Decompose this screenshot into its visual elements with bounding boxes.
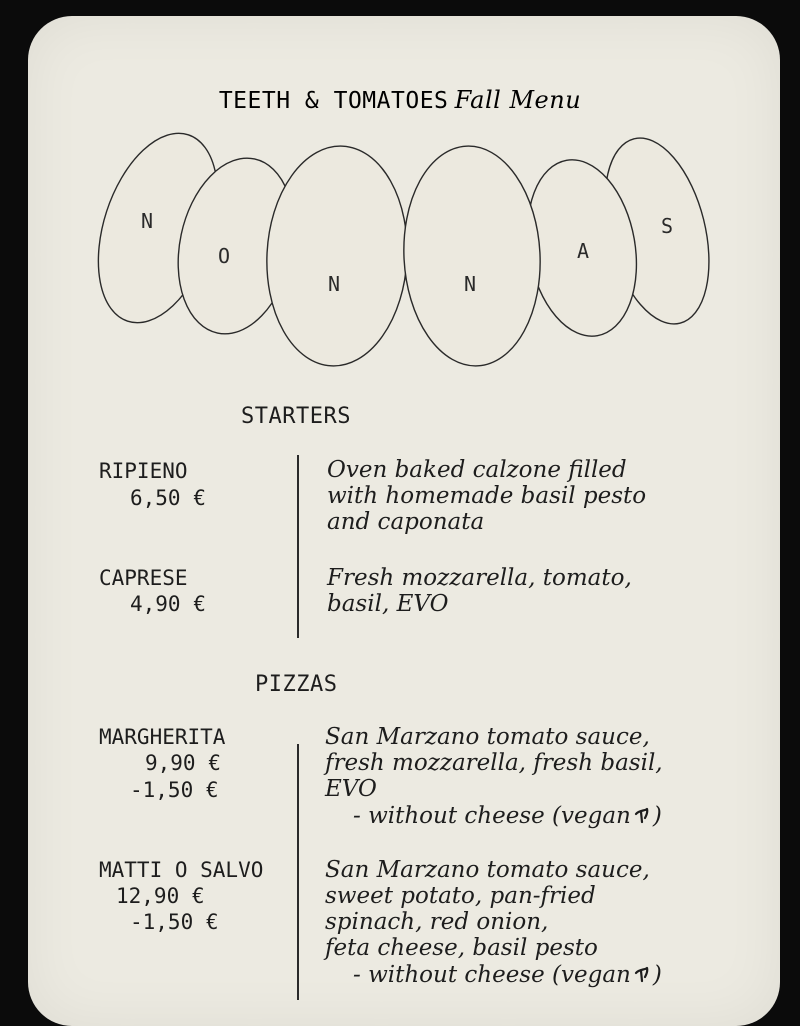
section-title-starters: STARTERS	[241, 404, 351, 429]
logo-letter-4: N	[464, 272, 477, 296]
item-variant-matti-o-salvo: - without cheese (vegan )	[353, 962, 662, 988]
tooth-4	[398, 143, 545, 370]
item-variant-margherita: - without cheese (vegan )	[353, 803, 662, 829]
item-desc-ripieno: Oven baked calzone filled with homemade basil pesto and caponata	[327, 457, 647, 535]
logo-letter-3: N	[328, 272, 341, 296]
sprout-icon	[633, 964, 653, 984]
item-price-matti-o-salvo: 12,90 €	[116, 884, 205, 908]
item-desc-matti-o-salvo: San Marzano tomato sauce, sweet potato, pan-fried spinach, red onion, feta cheese, basil pesto	[325, 857, 650, 961]
item-price-margherita: 9,90 €	[145, 751, 221, 775]
item-desc-margherita: San Marzano tomato sauce, fresh mozzarella, fresh basil, EVO	[325, 724, 663, 802]
item-discount-margherita: -1,50 €	[130, 778, 219, 802]
logo-letter-1: N	[141, 209, 154, 233]
item-price-ripieno: 6,50 €	[130, 486, 206, 510]
section-title-pizzas: PIZZAS	[255, 672, 338, 697]
item-desc-caprese: Fresh mozzarella, tomato, basil, EVO	[327, 565, 632, 617]
tooth-3	[261, 142, 412, 369]
season-label: Fall Menu	[454, 86, 582, 114]
brand-name: TEETH & TOMATOES	[218, 88, 449, 114]
sprout-icon	[633, 805, 653, 825]
item-name-caprese: CAPRESE	[99, 566, 188, 590]
divider-pizzas	[297, 744, 299, 1000]
logo-letter-6: S	[661, 214, 674, 238]
item-name-ripieno: RIPIENO	[99, 459, 188, 483]
logo-letter-2: O	[218, 244, 231, 268]
teeth-logo	[0, 0, 800, 380]
item-price-caprese: 4,90 €	[130, 592, 206, 616]
divider-starters	[297, 455, 299, 638]
item-discount-matti-o-salvo: -1,50 €	[130, 910, 219, 934]
item-name-matti-o-salvo: MATTI O SALVO	[99, 858, 264, 882]
logo-letter-5: A	[577, 239, 590, 263]
item-name-margherita: MARGHERITA	[99, 725, 226, 749]
